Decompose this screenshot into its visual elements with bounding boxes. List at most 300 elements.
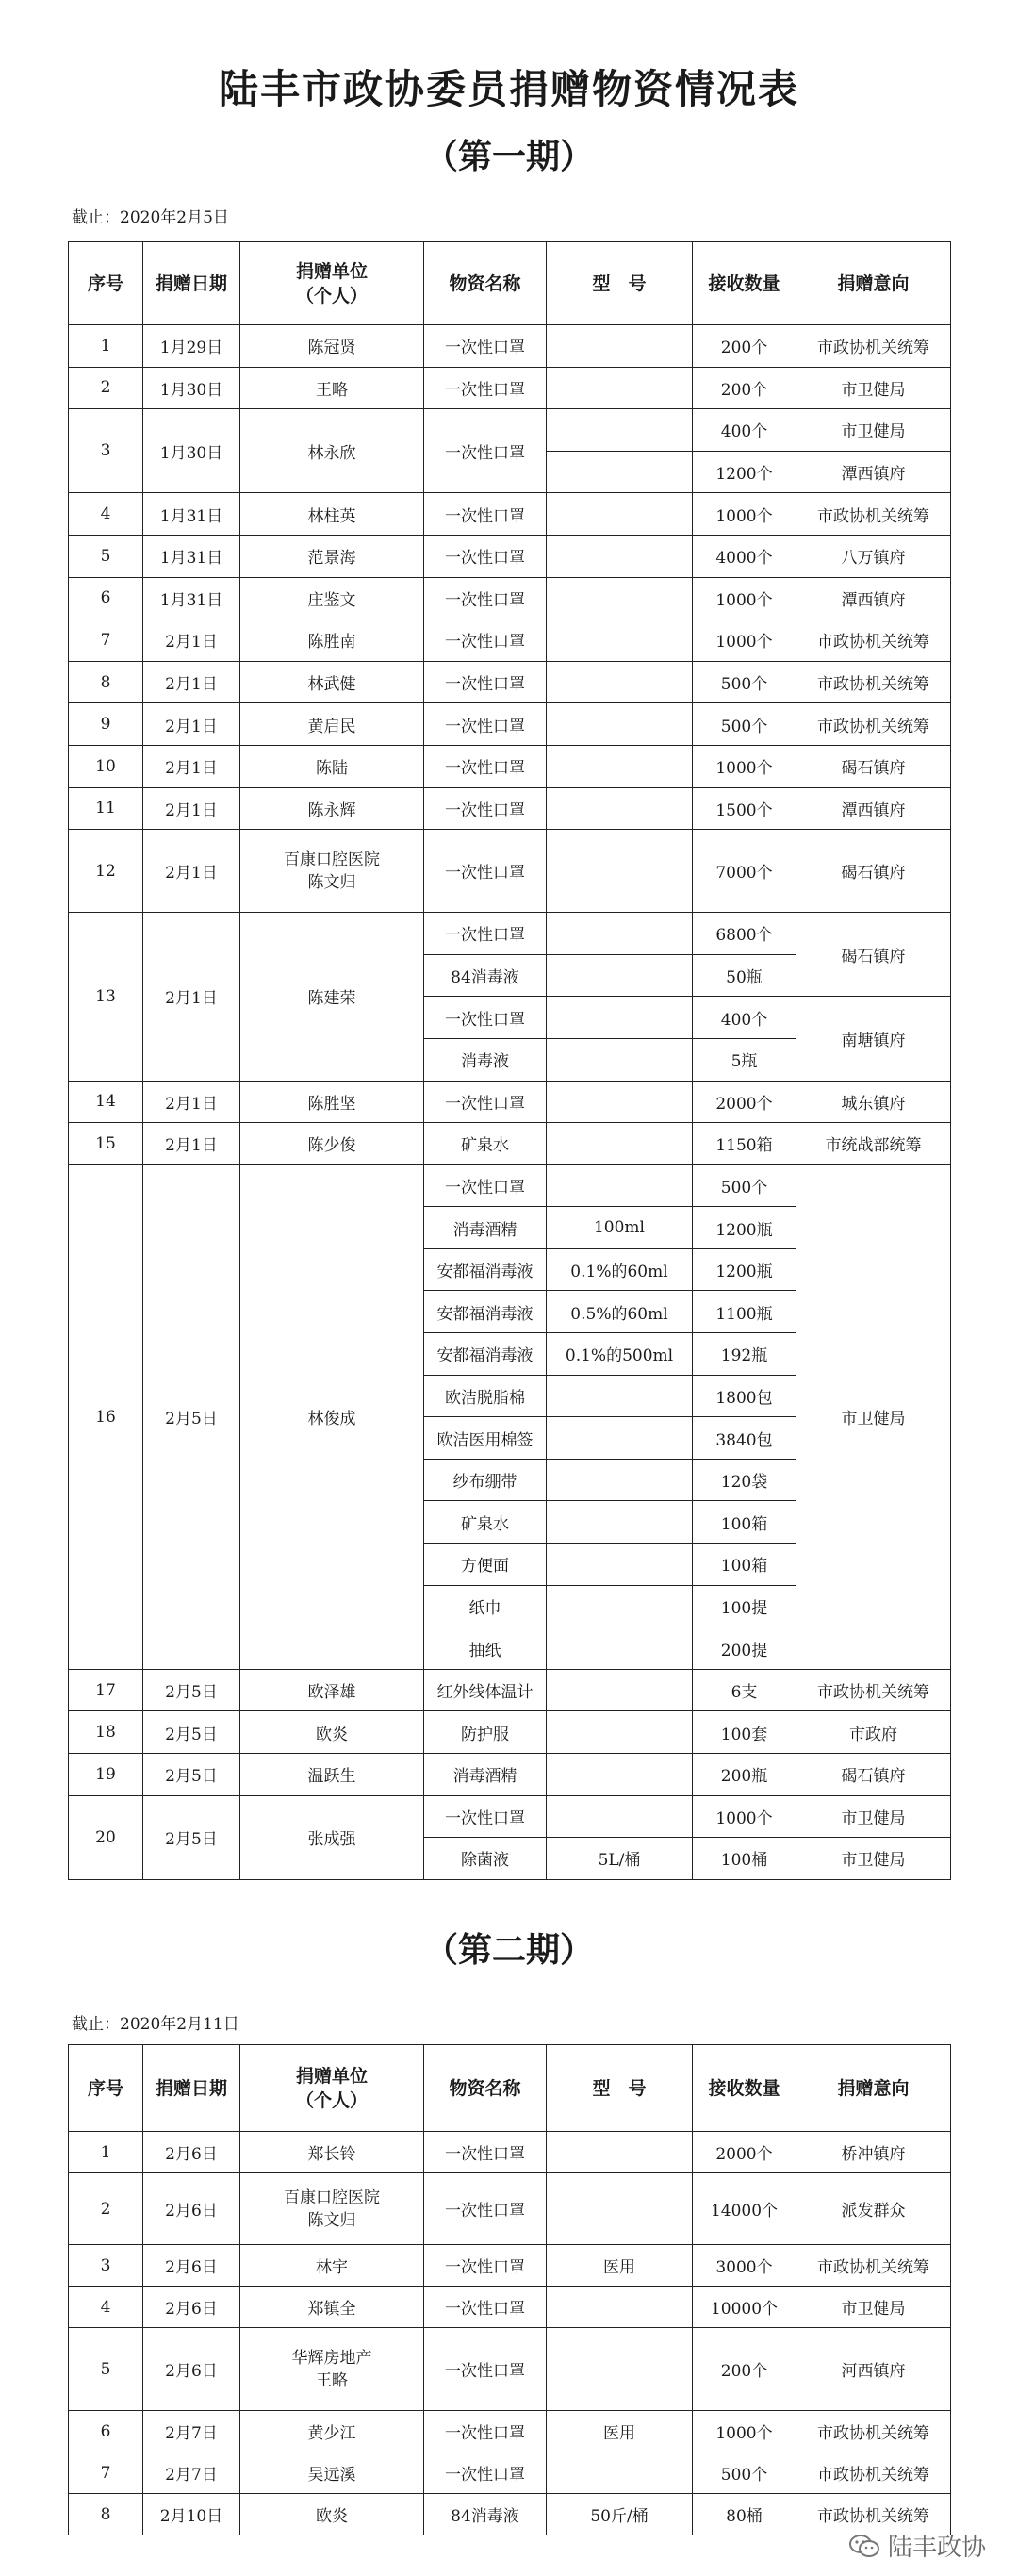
row-qty: 6800个 (693, 913, 796, 955)
row-qty: 80桶 (693, 2494, 796, 2535)
row-donor: 王略 (240, 367, 424, 409)
row-model: 5L/桶 (547, 1838, 693, 1880)
row-destination: 市卫健局 (796, 1164, 951, 1669)
row-model (547, 787, 693, 830)
table-row (69, 1754, 951, 1796)
row-item: 一次性口罩 (424, 830, 547, 913)
row-no: 2 (69, 2173, 143, 2245)
row-item: 消毒酒精 (424, 1207, 547, 1249)
row-qty: 1500个 (693, 787, 796, 830)
row-model (547, 577, 693, 619)
row-model (547, 535, 693, 577)
table-row (69, 577, 951, 619)
row-model: 医用 (547, 2245, 693, 2287)
row-date: 1月30日 (143, 367, 240, 409)
row-no: 7 (69, 619, 143, 662)
row-item: 一次性口罩 (424, 493, 547, 536)
row-no: 1 (69, 2132, 143, 2173)
row-donor: 黄少江 (240, 2411, 424, 2452)
row-qty: 192瓶 (693, 1333, 796, 1376)
row-qty: 120袋 (693, 1459, 796, 1501)
row-qty: 200个 (693, 367, 796, 409)
row-destination: 八万镇府 (796, 535, 951, 577)
row-destination: 碣石镇府 (796, 830, 951, 913)
header-item: 物资名称 (424, 2045, 547, 2132)
row-model (547, 1711, 693, 1754)
row-model (547, 703, 693, 746)
row-model (547, 1669, 693, 1711)
row-qty: 200提 (693, 1627, 796, 1670)
table-row (69, 787, 951, 830)
period1-title: （第一期） (423, 137, 594, 176)
row-no: 2 (69, 367, 143, 409)
row-item: 一次性口罩 (424, 2132, 547, 2173)
header-qty: 接收数量 (693, 2045, 796, 2132)
header-destination: 捐赠意向 (796, 242, 951, 325)
row-destination: 市政协机关统筹 (796, 619, 951, 662)
row-model: 50斤/桶 (547, 2494, 693, 2535)
row-no: 3 (69, 409, 143, 493)
row-no: 20 (69, 1795, 143, 1879)
row-qty: 10000个 (693, 2287, 796, 2328)
row-item: 一次性口罩 (424, 997, 547, 1039)
table-row (69, 409, 951, 452)
row-no: 15 (69, 1123, 143, 1165)
page-title: 陆丰市政协委员捐赠物资情况表 (218, 66, 799, 112)
header-donor: 捐赠单位 （个人） (240, 242, 424, 325)
row-item: 一次性口罩 (424, 745, 547, 787)
table-row (69, 1795, 951, 1838)
row-item: 一次性口罩 (424, 1081, 547, 1123)
row-donor: 温跃生 (240, 1754, 424, 1796)
row-qty: 1000个 (693, 2411, 796, 2452)
row-item: 一次性口罩 (424, 703, 547, 746)
header-item: 物资名称 (424, 242, 547, 325)
row-qty: 14000个 (693, 2173, 796, 2245)
header-donor: 捐赠单位 （个人） (240, 2045, 424, 2132)
table-row (69, 1164, 951, 1207)
row-no: 8 (69, 2494, 143, 2535)
row-donor: 欧炎 (240, 1711, 424, 1754)
table-row (69, 2494, 951, 2535)
row-date: 1月31日 (143, 493, 240, 536)
row-model (547, 1459, 693, 1501)
row-qty: 500个 (693, 2452, 796, 2494)
row-item: 一次性口罩 (424, 2411, 547, 2452)
row-no: 5 (69, 2328, 143, 2411)
row-date: 2月1日 (143, 661, 240, 703)
row-item: 一次性口罩 (424, 661, 547, 703)
row-item: 一次性口罩 (424, 1795, 547, 1838)
row-donor: 庄鉴文 (240, 577, 424, 619)
row-date: 2月6日 (143, 2132, 240, 2173)
row-no: 4 (69, 2287, 143, 2328)
row-no: 10 (69, 745, 143, 787)
row-item: 欧洁脱脂棉 (424, 1375, 547, 1417)
table-row (69, 2287, 951, 2328)
row-no: 7 (69, 2452, 143, 2494)
table-row (69, 1669, 951, 1711)
row-model (547, 1038, 693, 1081)
row-qty: 1200瓶 (693, 1248, 796, 1291)
row-model (547, 1375, 693, 1417)
table-row (69, 2452, 951, 2494)
row-model (547, 1585, 693, 1627)
table-row (69, 913, 951, 955)
row-no: 5 (69, 535, 143, 577)
period1-table (68, 241, 951, 1880)
row-destination: 碣石镇府 (796, 1754, 951, 1796)
row-destination: 市政协机关统筹 (796, 493, 951, 536)
row-destination: 派发群众 (796, 2173, 951, 2245)
row-destination: 市政协机关统筹 (796, 1669, 951, 1711)
row-qty: 1000个 (693, 619, 796, 662)
row-no: 17 (69, 1669, 143, 1711)
header-no: 序号 (69, 2045, 143, 2132)
row-destination: 市政协机关统筹 (796, 2452, 951, 2494)
row-date: 2月7日 (143, 2452, 240, 2494)
row-destination: 河西镇府 (796, 2328, 951, 2411)
header-qty: 接收数量 (693, 242, 796, 325)
row-donor: 林俊成 (240, 1164, 424, 1669)
row-date: 2月5日 (143, 1669, 240, 1711)
row-item: 消毒液 (424, 1038, 547, 1081)
row-model (547, 745, 693, 787)
table-row (69, 2173, 951, 2245)
row-qty: 1200个 (693, 451, 796, 493)
row-destination: 市卫健局 (796, 409, 951, 452)
header-model: 型 号 (547, 2045, 693, 2132)
row-date: 2月1日 (143, 830, 240, 913)
row-model (547, 409, 693, 452)
row-item: 矿泉水 (424, 1123, 547, 1165)
row-qty: 2000个 (693, 1081, 796, 1123)
row-donor: 陈胜坚 (240, 1081, 424, 1123)
row-model (547, 2132, 693, 2173)
row-qty: 6支 (693, 1669, 796, 1711)
row-model (547, 1754, 693, 1796)
row-qty: 400个 (693, 997, 796, 1039)
row-qty: 3840包 (693, 1417, 796, 1460)
row-qty: 200个 (693, 2328, 796, 2411)
row-no: 11 (69, 787, 143, 830)
row-qty: 2000个 (693, 2132, 796, 2173)
row-destination: 市政府 (796, 1711, 951, 1754)
row-model: 医用 (547, 2411, 693, 2452)
row-qty: 200瓶 (693, 1754, 796, 1796)
row-model (547, 1627, 693, 1670)
header-model: 型 号 (547, 242, 693, 325)
row-item: 一次性口罩 (424, 2173, 547, 2245)
row-donor: 黄启民 (240, 703, 424, 746)
row-model (547, 997, 693, 1039)
row-date: 1月31日 (143, 577, 240, 619)
row-model (547, 913, 693, 955)
row-destination: 市政协机关统筹 (796, 703, 951, 746)
table-header (69, 2045, 951, 2132)
row-model (547, 1501, 693, 1544)
row-destination: 市卫健局 (796, 2287, 951, 2328)
row-date: 2月10日 (143, 2494, 240, 2535)
row-model (547, 2452, 693, 2494)
table-row (69, 745, 951, 787)
row-no: 3 (69, 2245, 143, 2287)
row-date: 2月6日 (143, 2287, 240, 2328)
row-date: 2月7日 (143, 2411, 240, 2452)
row-item: 除菌液 (424, 1838, 547, 1880)
row-date: 2月1日 (143, 913, 240, 1081)
row-donor: 陈陆 (240, 745, 424, 787)
row-date: 2月5日 (143, 1711, 240, 1754)
row-item: 一次性口罩 (424, 2287, 547, 2328)
row-item: 一次性口罩 (424, 787, 547, 830)
row-donor: 范景海 (240, 535, 424, 577)
row-qty: 200个 (693, 325, 796, 368)
row-item: 一次性口罩 (424, 1164, 547, 1207)
row-donor: 欧泽雄 (240, 1669, 424, 1711)
row-destination: 市卫健局 (796, 1838, 951, 1880)
row-donor: 郑长铃 (240, 2132, 424, 2173)
row-item: 一次性口罩 (424, 325, 547, 368)
row-item: 安都福消毒液 (424, 1248, 547, 1291)
row-item: 方便面 (424, 1544, 547, 1586)
row-date: 1月29日 (143, 325, 240, 368)
row-model (547, 367, 693, 409)
header-date: 捐赠日期 (143, 2045, 240, 2132)
row-no: 4 (69, 493, 143, 536)
row-donor: 华辉房地产 王略 (240, 2328, 424, 2411)
row-qty: 5瓶 (693, 1038, 796, 1081)
row-model (547, 1417, 693, 1460)
row-destination: 碣石镇府 (796, 745, 951, 787)
row-qty: 1200瓶 (693, 1207, 796, 1249)
row-destination: 市卫健局 (796, 367, 951, 409)
row-destination: 潭西镇府 (796, 787, 951, 830)
period2-title: （第二期） (423, 1930, 594, 1970)
row-destination: 桥冲镇府 (796, 2132, 951, 2173)
row-item: 一次性口罩 (424, 535, 547, 577)
row-model (547, 830, 693, 913)
row-no: 1 (69, 325, 143, 368)
row-model (547, 954, 693, 997)
row-item: 纱布绷带 (424, 1459, 547, 1501)
row-item: 安都福消毒液 (424, 1333, 547, 1376)
row-date: 1月30日 (143, 409, 240, 493)
row-item: 一次性口罩 (424, 577, 547, 619)
row-destination: 城东镇府 (796, 1081, 951, 1123)
table-row (69, 535, 951, 577)
row-donor: 陈少俊 (240, 1123, 424, 1165)
row-item: 一次性口罩 (424, 409, 547, 493)
row-date: 2月5日 (143, 1164, 240, 1669)
row-donor: 林柱英 (240, 493, 424, 536)
watermark-text: 陆丰政协 (887, 2534, 986, 2562)
row-qty: 1000个 (693, 493, 796, 536)
row-donor: 林武健 (240, 661, 424, 703)
table-row (69, 2328, 951, 2411)
row-qty: 1000个 (693, 745, 796, 787)
row-item: 消毒酒精 (424, 1754, 547, 1796)
row-qty: 100桶 (693, 1838, 796, 1880)
table-row (69, 830, 951, 913)
table-row (69, 2132, 951, 2173)
row-donor: 陈胜南 (240, 619, 424, 662)
row-item: 一次性口罩 (424, 2452, 547, 2494)
row-item: 一次性口罩 (424, 2245, 547, 2287)
row-date: 1月31日 (143, 535, 240, 577)
row-model (547, 2328, 693, 2411)
row-destination: 市统战部统筹 (796, 1123, 951, 1165)
row-no: 8 (69, 661, 143, 703)
row-item: 欧洁医用棉签 (424, 1417, 547, 1460)
row-destination: 市政协机关统筹 (796, 2245, 951, 2287)
header-date: 捐赠日期 (143, 242, 240, 325)
row-qty: 100提 (693, 1585, 796, 1627)
row-donor: 百康口腔医院 陈文归 (240, 2173, 424, 2245)
row-date: 2月1日 (143, 703, 240, 746)
row-model (547, 619, 693, 662)
row-destination: 市政协机关统筹 (796, 2494, 951, 2535)
row-model (547, 1123, 693, 1165)
row-donor: 陈建荣 (240, 913, 424, 1081)
row-destination: 市卫健局 (796, 1795, 951, 1838)
row-item: 84消毒液 (424, 954, 547, 997)
row-model (547, 661, 693, 703)
row-qty: 100套 (693, 1711, 796, 1754)
row-model (547, 1795, 693, 1838)
row-qty: 100箱 (693, 1501, 796, 1544)
header-destination: 捐赠意向 (796, 2045, 951, 2132)
table-row (69, 2245, 951, 2287)
row-qty: 1100瓶 (693, 1291, 796, 1333)
period1-as-of: 截止：2020年2月5日 (72, 208, 229, 227)
row-item: 矿泉水 (424, 1501, 547, 1544)
row-destination: 市政协机关统筹 (796, 2411, 951, 2452)
watermark (848, 2528, 986, 2563)
table-row (69, 703, 951, 746)
row-qty: 1000个 (693, 1795, 796, 1838)
row-date: 2月1日 (143, 787, 240, 830)
row-no: 16 (69, 1164, 143, 1669)
row-qty: 3000个 (693, 2245, 796, 2287)
row-donor: 林永欣 (240, 409, 424, 493)
table-row (69, 1081, 951, 1123)
table-row (69, 619, 951, 662)
row-model: 0.1%的500ml (547, 1333, 693, 1376)
row-date: 2月6日 (143, 2245, 240, 2287)
row-no: 12 (69, 830, 143, 913)
row-donor: 陈冠贤 (240, 325, 424, 368)
header-no: 序号 (69, 242, 143, 325)
table-row (69, 2411, 951, 2452)
row-destination: 碣石镇府 (796, 913, 951, 997)
row-no: 18 (69, 1711, 143, 1754)
row-model: 0.1%的60ml (547, 1248, 693, 1291)
row-item: 防护服 (424, 1711, 547, 1754)
row-date: 2月1日 (143, 1123, 240, 1165)
row-no: 6 (69, 577, 143, 619)
row-model: 100ml (547, 1207, 693, 1249)
row-qty: 100箱 (693, 1544, 796, 1586)
row-qty: 500个 (693, 661, 796, 703)
row-model (547, 2287, 693, 2328)
table-row (69, 1711, 951, 1754)
row-qty: 400个 (693, 409, 796, 452)
period1-body (69, 325, 951, 1880)
row-item: 抽纸 (424, 1627, 547, 1670)
row-model (547, 1544, 693, 1586)
row-date: 2月1日 (143, 619, 240, 662)
period2-table (68, 2044, 951, 2535)
row-qty: 1000个 (693, 577, 796, 619)
row-model (547, 451, 693, 493)
period2-body (69, 2132, 951, 2535)
row-date: 2月1日 (143, 745, 240, 787)
row-date: 2月1日 (143, 1081, 240, 1123)
table-row (69, 367, 951, 409)
table-row (69, 661, 951, 703)
table-row (69, 325, 951, 368)
row-item: 84消毒液 (424, 2494, 547, 2535)
table-row (69, 1123, 951, 1165)
row-model (547, 1081, 693, 1123)
row-item: 纸巾 (424, 1585, 547, 1627)
row-donor: 郑镇全 (240, 2287, 424, 2328)
row-donor: 林宇 (240, 2245, 424, 2287)
table-header (69, 242, 951, 325)
row-donor: 吴远溪 (240, 2452, 424, 2494)
row-destination: 市政协机关统筹 (796, 325, 951, 368)
row-qty: 1800包 (693, 1375, 796, 1417)
period2-as-of: 截止：2020年2月11日 (72, 2015, 239, 2034)
row-qty: 500个 (693, 703, 796, 746)
row-date: 2月6日 (143, 2173, 240, 2245)
row-destination: 潭西镇府 (796, 451, 951, 493)
row-model (547, 2173, 693, 2245)
row-donor: 欧炎 (240, 2494, 424, 2535)
row-no: 14 (69, 1081, 143, 1123)
table-row (69, 493, 951, 536)
row-item: 一次性口罩 (424, 913, 547, 955)
row-item: 一次性口罩 (424, 2328, 547, 2411)
row-no: 19 (69, 1754, 143, 1796)
row-item: 红外线体温计 (424, 1669, 547, 1711)
row-date: 2月6日 (143, 2328, 240, 2411)
row-no: 9 (69, 703, 143, 746)
row-qty: 4000个 (693, 535, 796, 577)
row-donor: 百康口腔医院 陈文归 (240, 830, 424, 913)
row-model: 0.5%的60ml (547, 1291, 693, 1333)
row-qty: 50瓶 (693, 954, 796, 997)
row-no: 6 (69, 2411, 143, 2452)
row-qty: 500个 (693, 1164, 796, 1207)
row-item: 一次性口罩 (424, 367, 547, 409)
row-date: 2月5日 (143, 1754, 240, 1796)
row-destination: 南塘镇府 (796, 997, 951, 1081)
row-no: 13 (69, 913, 143, 1081)
row-model (547, 325, 693, 368)
row-destination: 潭西镇府 (796, 577, 951, 619)
row-date: 2月5日 (143, 1795, 240, 1879)
row-donor: 张成强 (240, 1795, 424, 1879)
row-qty: 7000个 (693, 830, 796, 913)
row-donor: 陈永辉 (240, 787, 424, 830)
wechat-icon (848, 2534, 880, 2558)
row-destination: 市政协机关统筹 (796, 661, 951, 703)
row-model (547, 1164, 693, 1207)
row-qty: 1150箱 (693, 1123, 796, 1165)
row-item: 一次性口罩 (424, 619, 547, 662)
